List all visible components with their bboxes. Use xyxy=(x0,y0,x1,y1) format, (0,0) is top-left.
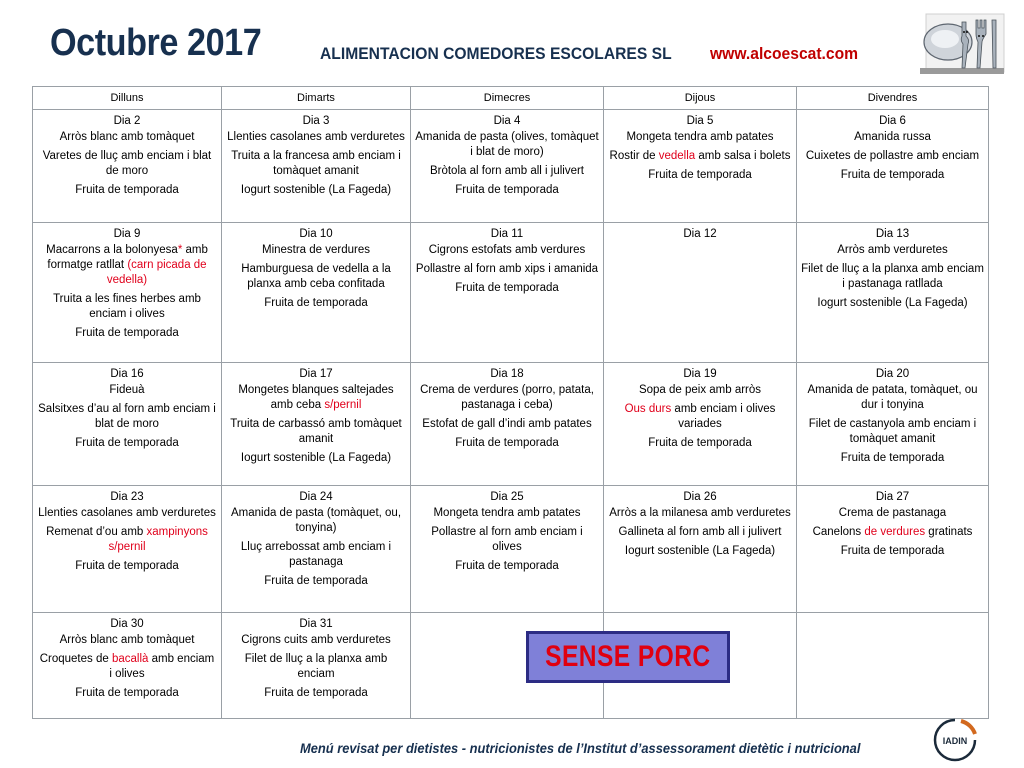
dish-line xyxy=(37,292,217,322)
dish-text: Crema de pastanaga xyxy=(838,507,947,519)
menu-day-cell xyxy=(222,363,411,486)
dish-line xyxy=(226,183,406,198)
dish-text: Mongeta tendra amb patates xyxy=(626,131,774,143)
dish-line xyxy=(415,164,599,179)
dish-highlight: s/pernil xyxy=(324,399,362,411)
dish-line xyxy=(37,686,217,701)
iadin-logo-icon xyxy=(928,714,982,764)
dish-text: Filet de lluç a la planxa amb enciam xyxy=(244,653,388,680)
dish-text: amb formatge ratllat xyxy=(47,244,208,271)
day-number: Dia 11 xyxy=(490,228,524,240)
dish-text: Fruita de temporada xyxy=(648,169,752,181)
dish-text: Fruita de temporada xyxy=(455,282,559,294)
dish-text: amb enciam i olives xyxy=(109,653,215,680)
dish-line xyxy=(226,130,406,145)
day-number: Dia 6 xyxy=(879,115,906,127)
dish-line xyxy=(608,130,792,145)
dish-line xyxy=(608,506,792,521)
dish-line xyxy=(608,525,792,540)
dish-text: Remenat d’ou amb xyxy=(46,526,147,538)
dish-line xyxy=(226,243,406,258)
weekday-header-row xyxy=(33,87,989,110)
dish-line xyxy=(226,383,406,413)
menu-day-cell xyxy=(604,363,797,486)
iadin-logo-text: IADIN xyxy=(942,736,968,746)
dish-text: Iogurt sostenible (La Fageda) xyxy=(817,297,968,309)
dish-text: Sopa de peix amb arròs xyxy=(638,384,762,396)
dish-line xyxy=(37,149,217,179)
dish-text: Fruita de temporada xyxy=(455,437,559,449)
dish-text: Fruita de temporada xyxy=(455,184,559,196)
day-number: Dia 12 xyxy=(683,228,717,240)
day-number: Dia 23 xyxy=(110,491,144,503)
dish-text: Canelons xyxy=(812,526,865,538)
website-link[interactable]: www.alcoescat.com xyxy=(710,44,859,63)
sense-porc-stamp xyxy=(526,631,730,683)
dish-text: Truita a les fines herbes amb enciam i olives xyxy=(53,293,201,320)
menu-week-row xyxy=(33,110,989,223)
dish-text: Llenties casolanes amb verduretes xyxy=(38,507,216,519)
dish-highlight: vedella xyxy=(658,150,696,162)
dish-line xyxy=(37,326,217,341)
dish-text: Fruita de temporada xyxy=(264,687,368,699)
dish-line xyxy=(226,451,406,466)
dish-text: Fruita de temporada xyxy=(264,575,368,587)
day-number: Dia 5 xyxy=(686,115,714,127)
dish-line xyxy=(37,183,217,198)
dish-text: Truita a la francesa amb enciam i tomàquet amanit xyxy=(231,150,401,177)
dish-line xyxy=(226,652,406,682)
dish-text: Fruita de temporada xyxy=(264,297,368,309)
dish-line xyxy=(37,652,217,682)
dish-text: Rostir de xyxy=(609,150,659,162)
dish-line xyxy=(801,544,984,559)
dish-text: Arròs amb verduretes xyxy=(837,244,948,256)
dish-text: Pollastre al forn amb enciam i olives xyxy=(431,526,583,553)
dish-text: Llenties casolanes amb verduretes xyxy=(227,131,405,143)
dish-highlight: bacallà xyxy=(111,653,149,665)
dish-line xyxy=(801,506,984,521)
menu-day-cell xyxy=(411,486,604,613)
dish-text: Mongetes blanques saltejades amb ceba xyxy=(238,384,394,411)
dish-line xyxy=(415,525,599,555)
dish-line xyxy=(801,168,984,183)
dish-line xyxy=(608,436,792,451)
weekday-header: Dimarts xyxy=(222,87,411,110)
dish-line xyxy=(226,149,406,179)
day-number: Dia 3 xyxy=(302,115,330,127)
dish-text: Mongeta tendra amb patates xyxy=(433,507,581,519)
dish-text: Bròtola al forn amb all i julivert xyxy=(429,165,585,177)
day-number: Dia 31 xyxy=(299,618,333,630)
dish-text: Crema de verdures (porro, patata, pastanaga i ceba) xyxy=(420,384,594,411)
dish-text: gratinats xyxy=(925,526,973,538)
dish-line xyxy=(801,243,984,258)
dish-text: Croquetes de xyxy=(39,653,112,665)
dish-line xyxy=(226,262,406,292)
dish-text: Iogurt sostenible (La Fageda) xyxy=(240,184,392,196)
dish-text: Fruita de temporada xyxy=(648,437,752,449)
dish-text: Fruita de temporada xyxy=(75,327,179,339)
dish-text: Fruita de temporada xyxy=(840,545,945,557)
dish-text: Gallineta al forn amb all i julivert xyxy=(618,526,782,538)
menu-day-cell xyxy=(797,486,989,613)
dish-line xyxy=(415,130,599,160)
menu-day-cell xyxy=(797,110,989,223)
menu-week-row xyxy=(33,363,989,486)
dish-line xyxy=(801,417,984,447)
dish-text: Iogurt sostenible (La Fageda) xyxy=(240,452,392,464)
dish-text: amb salsa i bolets xyxy=(695,150,791,162)
menu-body xyxy=(33,110,989,719)
day-number: Dia 30 xyxy=(110,618,144,630)
dish-line xyxy=(37,402,217,432)
menu-day-cell xyxy=(604,486,797,613)
dish-line xyxy=(37,633,217,648)
day-number: Dia 10 xyxy=(299,228,333,240)
dish-line xyxy=(608,383,792,398)
dish-line xyxy=(226,574,406,589)
dish-line xyxy=(415,436,599,451)
dish-text: Iogurt sostenible (La Fageda) xyxy=(624,545,776,557)
dish-line xyxy=(37,243,217,288)
dish-line xyxy=(608,168,792,183)
weekday-header: Dimecres xyxy=(411,87,604,110)
dish-line xyxy=(37,525,217,555)
day-number: Dia 9 xyxy=(113,228,141,240)
day-number: Dia 16 xyxy=(110,368,144,380)
dish-line xyxy=(415,506,599,521)
dish-text: Fruita de temporada xyxy=(75,437,179,449)
cutlery-logo-icon xyxy=(918,12,1006,76)
dish-text: Pollastre al forn amb xips i amanida xyxy=(415,263,599,275)
day-number: Dia 20 xyxy=(875,368,910,380)
dish-text: Lluç arrebossat amb enciam i pastanaga xyxy=(240,541,392,568)
dish-text: Arròs a la milanesa amb verduretes xyxy=(609,507,791,519)
day-number: Dia 4 xyxy=(493,115,521,127)
day-number: Dia 17 xyxy=(299,368,333,380)
dish-line xyxy=(226,296,406,311)
weekly-menu-table xyxy=(32,86,989,719)
menu-day-cell xyxy=(797,363,989,486)
menu-day-cell xyxy=(33,486,222,613)
menu-day-cell xyxy=(604,223,797,363)
footer-note: Menú revisat per dietistes - nutricionistes de l’Institut d’assessorament dietètic i nutricional xyxy=(300,740,861,756)
dish-text: Fruita de temporada xyxy=(840,452,945,464)
day-number: Dia 18 xyxy=(490,368,524,380)
dish-text: amb enciam i olives variades xyxy=(671,403,776,430)
dish-text: Fruita de temporada xyxy=(75,560,179,572)
dish-text: Minestra de verdures xyxy=(261,244,371,256)
dish-text: Fruita de temporada xyxy=(75,687,179,699)
dish-line xyxy=(415,183,599,198)
menu-day-cell xyxy=(33,613,222,719)
menu-week-row xyxy=(33,613,989,719)
dish-text: Truita de carbassó amb tomàquet amanit xyxy=(230,418,402,445)
menu-day-cell xyxy=(797,613,989,719)
dish-line xyxy=(226,417,406,447)
stamp-label: SENSE PORC xyxy=(545,640,711,673)
dish-line xyxy=(226,633,406,648)
menu-day-cell xyxy=(222,223,411,363)
dish-text: Amanida de pasta (olives, tomàquet i blat de moro) xyxy=(415,131,599,158)
day-number: Dia 19 xyxy=(683,368,717,380)
menu-day-cell xyxy=(33,363,222,486)
dish-text: Macarrons a la bolonyesa xyxy=(46,244,178,256)
weekday-header: Divendres xyxy=(797,87,989,110)
dish-line xyxy=(801,149,984,164)
menu-day-cell xyxy=(33,223,222,363)
dish-highlight: Ous durs xyxy=(624,403,672,415)
dish-text: Hamburguesa de vedella a la planxa amb ceba confitada xyxy=(241,263,391,290)
dish-line xyxy=(226,540,406,570)
dish-line xyxy=(415,559,599,574)
day-number: Dia 2 xyxy=(113,115,141,127)
menu-week-row xyxy=(33,223,989,363)
dish-text: Fruita de temporada xyxy=(455,560,559,572)
dish-text: Fideuà xyxy=(109,384,145,396)
dish-line xyxy=(415,417,599,432)
dish-line xyxy=(801,525,984,540)
dish-line xyxy=(608,402,792,432)
menu-day-cell xyxy=(411,223,604,363)
dish-line xyxy=(801,130,984,145)
dish-line xyxy=(226,506,406,536)
dish-line xyxy=(801,262,984,292)
dish-text: Salsitxes d’au al forn amb enciam i blat de moro xyxy=(38,403,216,430)
dish-highlight: de verdures xyxy=(864,526,926,538)
dish-line xyxy=(801,383,984,413)
dish-text: Filet de lluç a la planxa amb enciam i pastanaga ratllada xyxy=(801,263,984,290)
dish-line xyxy=(801,451,984,466)
dish-line xyxy=(415,281,599,296)
day-number: Dia 27 xyxy=(875,491,910,503)
dish-text: Cigrons estofats amb verdures xyxy=(428,244,586,256)
dish-line xyxy=(37,506,217,521)
dish-text: Fruita de temporada xyxy=(840,169,945,181)
dish-highlight: * xyxy=(177,244,183,256)
menu-day-cell xyxy=(604,110,797,223)
dish-highlight: (carn picada de vedella) xyxy=(106,259,207,286)
dish-text: Estofat de gall d’indi amb patates xyxy=(422,418,592,430)
dish-line xyxy=(226,686,406,701)
dish-line xyxy=(415,243,599,258)
dish-line xyxy=(608,149,792,164)
menu-day-cell xyxy=(411,363,604,486)
dish-line xyxy=(415,262,599,277)
dish-line xyxy=(37,383,217,398)
dish-text: Fruita de temporada xyxy=(75,184,179,196)
menu-day-cell xyxy=(222,613,411,719)
day-number: Dia 25 xyxy=(490,491,524,503)
dish-text: Varetes de lluç amb enciam i blat de moro xyxy=(42,150,212,177)
menu-week-row xyxy=(33,486,989,613)
menu-day-cell xyxy=(222,110,411,223)
company-name: ALIMENTACION COMEDORES ESCOLARES SL xyxy=(320,44,672,63)
page-title: Octubre 2017 xyxy=(50,22,262,64)
dish-highlight: xampinyons s/pernil xyxy=(108,526,208,553)
dish-text: Filet de castanyola amb enciam i tomàquet amanit xyxy=(808,418,977,445)
dish-text: Arròs blanc amb tomàquet xyxy=(59,131,195,143)
day-number: Dia 26 xyxy=(683,491,717,503)
dish-line xyxy=(37,130,217,145)
dish-text: Cuixetes de pollastre amb enciam xyxy=(805,150,980,162)
dish-text: Amanida russa xyxy=(854,131,931,143)
dish-line xyxy=(415,383,599,413)
weekday-header: Dijous xyxy=(604,87,797,110)
menu-day-cell xyxy=(411,110,604,223)
dish-line xyxy=(608,544,792,559)
menu-day-cell xyxy=(33,110,222,223)
day-number: Dia 24 xyxy=(299,491,333,503)
dish-line xyxy=(801,296,984,311)
menu-day-cell xyxy=(222,486,411,613)
dish-line xyxy=(37,436,217,451)
dish-text: Amanida de pasta (tomàquet, ou, tonyina) xyxy=(230,507,402,534)
dish-text: Amanida de patata, tomàquet, ou dur i tonyina xyxy=(807,384,978,411)
day-number: Dia 13 xyxy=(875,228,910,240)
menu-day-cell xyxy=(797,223,989,363)
dish-text: Cigrons cuits amb verduretes xyxy=(241,634,391,646)
dish-line xyxy=(37,559,217,574)
weekday-header: Dilluns xyxy=(33,87,222,110)
dish-text: Arròs blanc amb tomàquet xyxy=(59,634,195,646)
